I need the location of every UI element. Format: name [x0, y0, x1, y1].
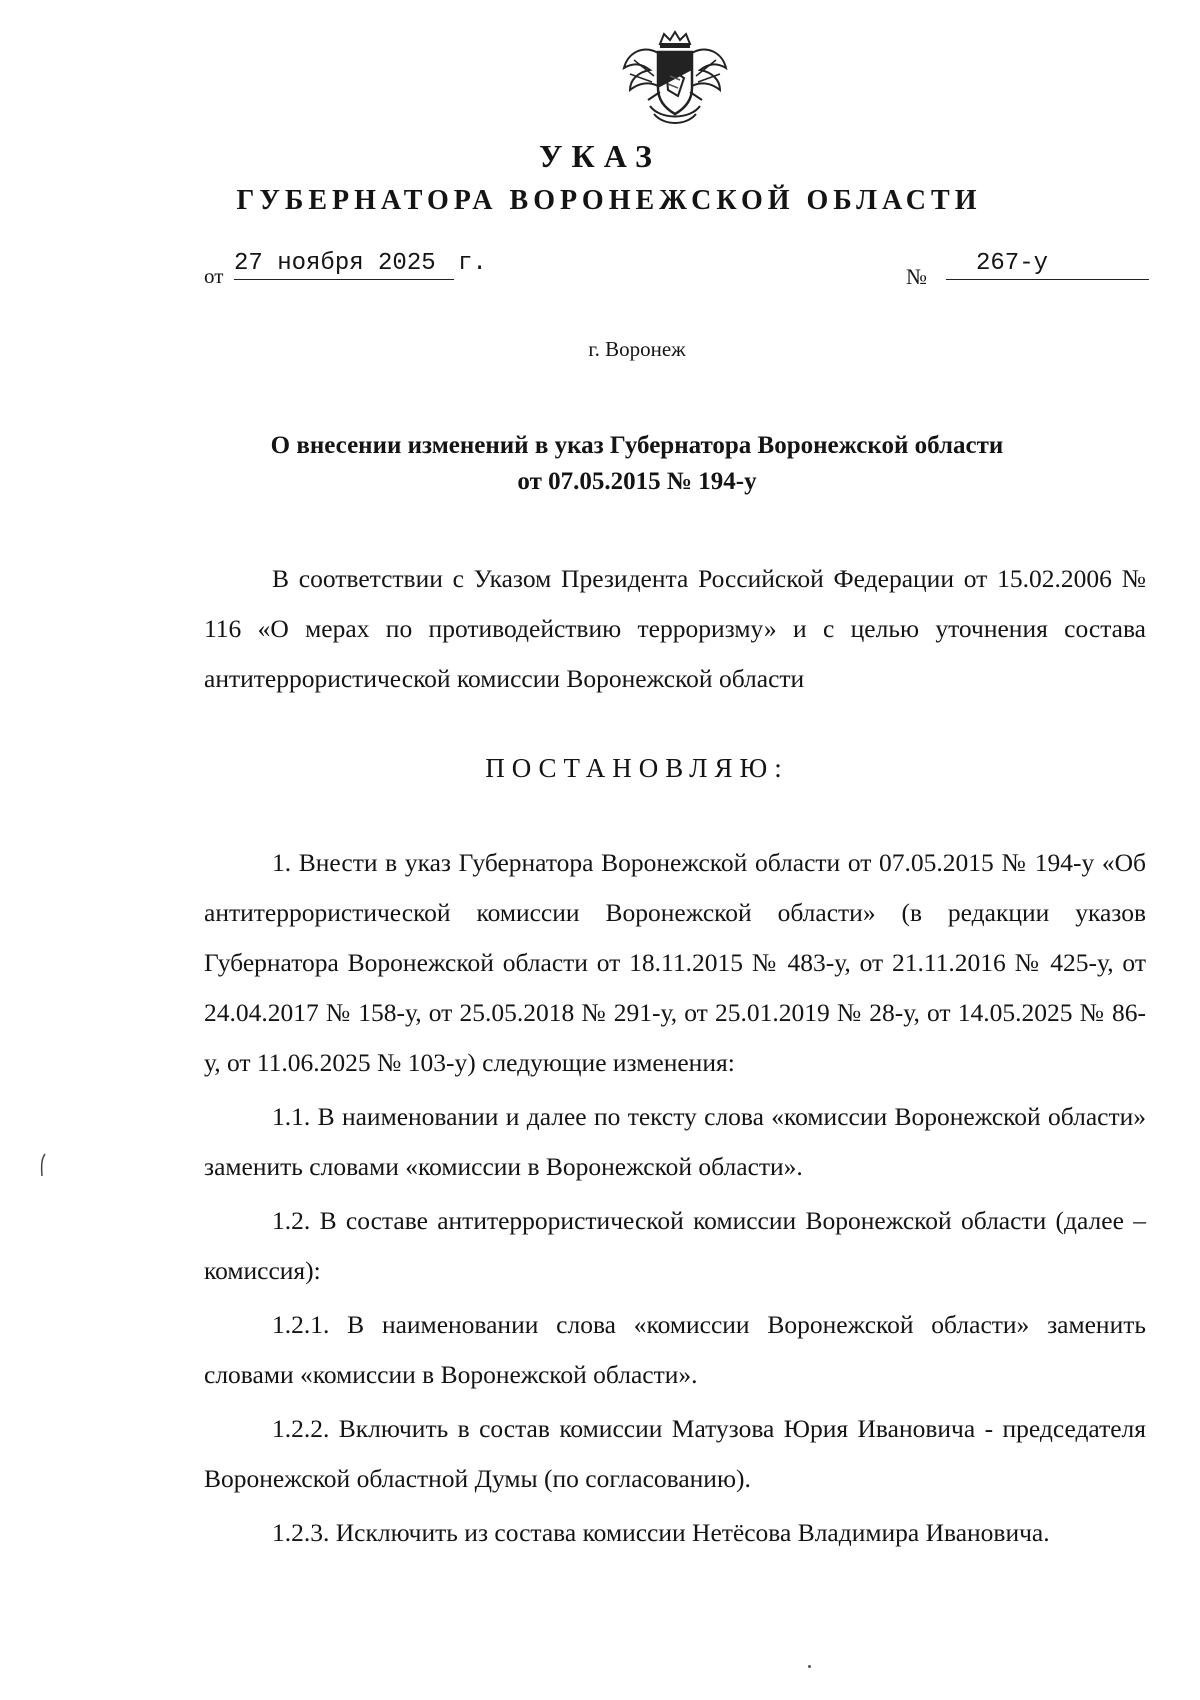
clause-1-1: 1.1. В наименовании и далее по тексту слова «комиссии Воронежской области» заменить словами «комиссии в Воронежской области».	[204, 1102, 1146, 1181]
margin-pen-mark	[38, 1152, 50, 1178]
clauses-list	[204, 838, 1146, 1562]
subject-line-2: от 07.05.2015 № 194-у	[517, 468, 757, 495]
city-line: г. Воронеж	[588, 337, 686, 361]
clause-1-2-1: 1.2.1. В наименовании слова «комиссии Воронежской области» заменить словами «комиссии в Воронежской области».	[204, 1310, 1146, 1389]
document-type-title: УКАЗ	[539, 138, 661, 174]
number-value: 267-у	[946, 250, 1149, 280]
number-label: №	[906, 264, 927, 289]
issuer-title: ГУБЕРНАТОРА ВОРОНЕЖСКОЙ ОБЛАСТИ	[236, 185, 982, 216]
date-suffix: г.	[458, 250, 487, 277]
date-value: 27 ноября 2025	[234, 250, 454, 280]
preamble	[204, 554, 1146, 704]
preamble-text: В соответствии с Указом Президента Российской Федерации от 15.02.2006 № 116 «О мерах по противодействию терроризму» и с целью уточнения состава антитеррористической комиссии Воронежской области	[204, 564, 1146, 693]
scan-dot	[808, 1665, 811, 1668]
clause-1-2-2: 1.2.2. Включить в состав комиссии Матузова Юрия Ивановича - председателя Воронежской областной Думы (по согласованию).	[204, 1414, 1146, 1493]
clause-1: 1. Внести в указ Губернатора Воронежской области от 07.05.2015 № 194-у «Об антитеррористической комиссии Воронежской области» (в редакции указов Губернатора Воронежской области от 18.11.2015 № 483-у, от 21.11.2016 № 425-у, от 24.04.2017 № 158-у, от 25.05.2018 № 291-у, от 25.01.2019 № 28-у, от 14.05.2025 № 86-у, от 11.06.2025 № 103-у) следующие изменения:	[204, 848, 1146, 1077]
subject-line-1: О внесении изменений в указ Губернатора Воронежской области	[270, 432, 1004, 459]
clause-1-2-3: 1.2.3. Исключить из состава комиссии Нетёсова Владимира Ивановича.	[272, 1518, 1050, 1547]
coat-of-arms-icon	[620, 30, 730, 130]
document-subject	[0, 428, 1200, 500]
date-label: от	[204, 264, 224, 288]
clause-1-2: 1.2. В составе антитеррористической комиссии Воронежской области (далее – комиссия):	[204, 1206, 1146, 1285]
decree-heading: ПОСТАНОВЛЯЮ:	[485, 753, 789, 783]
